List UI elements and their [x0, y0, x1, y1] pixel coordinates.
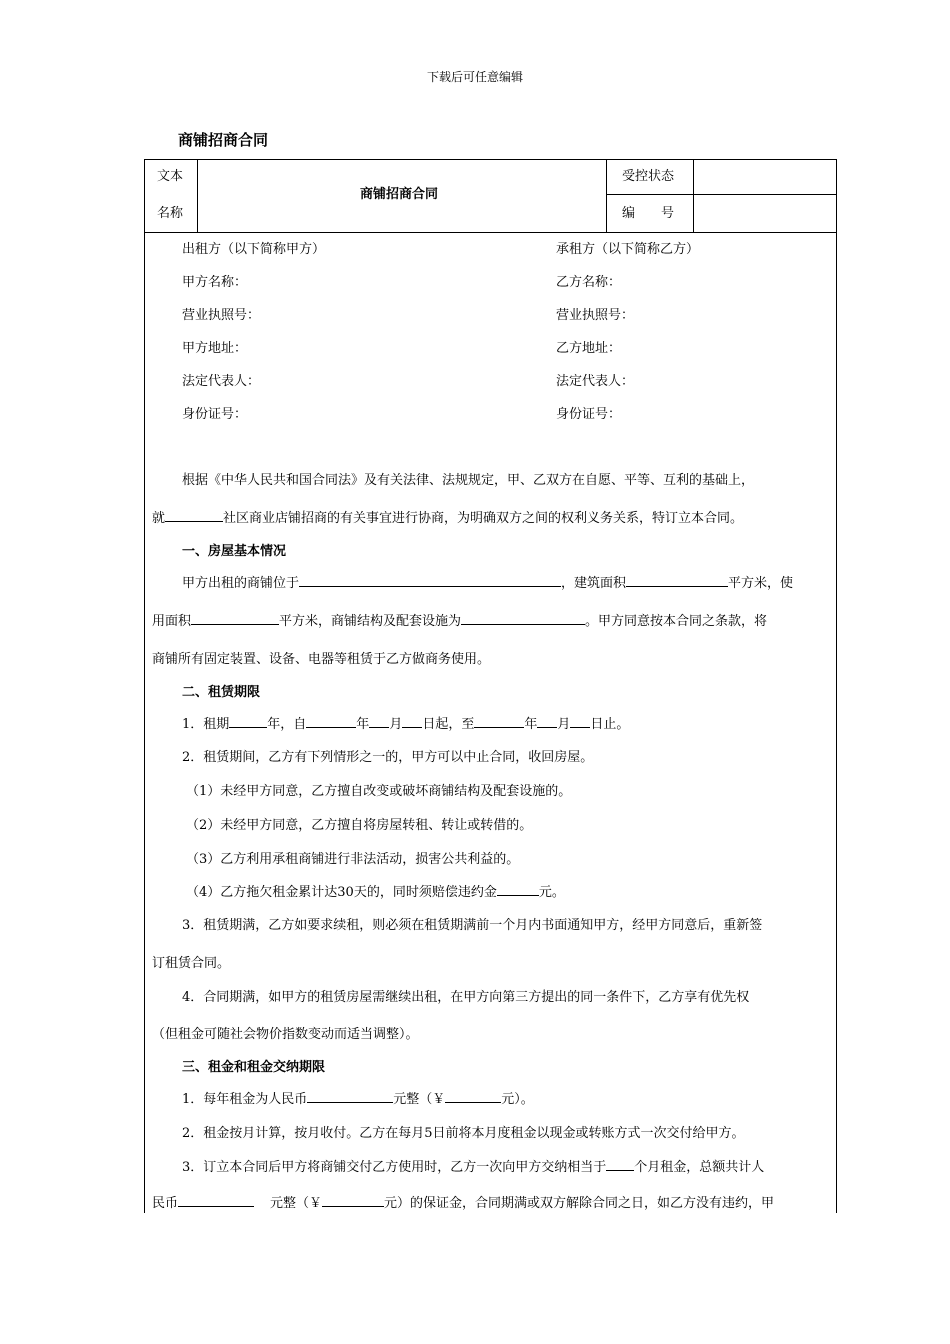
text: 个月租金，总额共计人	[634, 1160, 765, 1175]
sub-clause: （2）未经甲方同意，乙方擅自将房屋转租、转让或转借的。	[186, 818, 533, 833]
top-note: 下载后可任意编辑	[426, 70, 523, 84]
text: 年，自	[267, 717, 307, 732]
sub-clause: （1）未经甲方同意，乙方擅自改变或破坏商铺结构及配套设施的。	[186, 784, 572, 799]
name-label: 文本	[157, 169, 184, 184]
lessee-address-field: 乙方地址：	[556, 341, 622, 356]
text: 元。	[538, 885, 565, 900]
clause: 2．租金按月计算，按月收付。乙方在每月5日前将本月度租金以现金或转账方式一次交付给甲方。	[182, 1126, 745, 1141]
table-divider	[144, 232, 836, 233]
text: ，建筑面积	[561, 576, 627, 591]
name-label: 名称	[157, 206, 184, 221]
text: 1．租期	[182, 717, 230, 732]
blank-field	[497, 883, 539, 896]
text: 平方米，商铺结构及配套设施为	[279, 614, 462, 629]
blank-field	[461, 612, 585, 625]
text: 民币	[152, 1196, 179, 1211]
clause: 2．租赁期间，乙方有下列情形之一的，甲方可以中止合同，收回房屋。	[182, 750, 594, 765]
blank-field	[402, 715, 422, 728]
clause-cont	[152, 1192, 774, 1211]
lessor-rep-field: 法定代表人：	[182, 374, 261, 389]
text: 就	[152, 511, 166, 526]
lessee-heading: 承租方（以下简称乙方）	[556, 242, 700, 257]
section-heading-2: 二、租赁期限	[182, 685, 261, 700]
text: 年	[356, 717, 370, 732]
document-name-value: 商铺招商合同	[360, 187, 439, 202]
table-divider	[606, 159, 607, 232]
clause	[182, 1156, 764, 1175]
table-divider	[197, 159, 198, 232]
lessor-heading: 出租方（以下简称甲方）	[182, 242, 326, 257]
lessee-id-field: 身份证号：	[556, 407, 622, 422]
blank-field	[165, 509, 223, 522]
text: 元）的保证金，合同期满或双方解除合同之日，如乙方没有违约，甲	[384, 1196, 775, 1211]
clause: 3．租赁期满，乙方如要求续租，则必须在租赁期满前一个月内书面通知甲方，经甲方同意后，重新签	[182, 918, 763, 933]
blank-field	[322, 1194, 384, 1207]
text: 日起，至	[422, 717, 475, 732]
blank-field	[306, 715, 356, 728]
text: 日止。	[590, 717, 630, 732]
text: 元）。	[501, 1092, 534, 1107]
text: 1．每年租金为人民币	[182, 1092, 308, 1107]
document-number-label: 编 号	[622, 206, 675, 221]
blank-field	[570, 715, 590, 728]
control-status-label: 受控状态	[622, 169, 675, 184]
text: 甲方出租的商铺位于	[182, 576, 300, 591]
lessor-license-field: 营业执照号：	[182, 308, 261, 323]
text: 年	[524, 717, 538, 732]
lease-term-line	[182, 713, 629, 732]
lessee-name-field: 乙方名称：	[556, 275, 622, 290]
text: 月	[557, 717, 571, 732]
clause: 4．合同期满，如甲方的租赁房屋需继续出租，在甲方向第三方提出的同一条件下，乙方享有优先权	[182, 990, 750, 1005]
blank-field	[626, 574, 728, 587]
table-divider	[606, 194, 836, 195]
lessor-address-field: 甲方地址：	[182, 341, 248, 356]
blank-field	[299, 574, 561, 587]
section-heading-3: 三、租金和租金交纳期限	[182, 1060, 326, 1075]
sub-clause	[186, 881, 565, 900]
blank-field	[369, 715, 389, 728]
lessee-license-field: 营业执照号：	[556, 308, 635, 323]
lessee-rep-field: 法定代表人：	[556, 374, 635, 389]
section1-line	[182, 572, 793, 591]
section-heading-1: 一、房屋基本情况	[182, 544, 287, 559]
clause-cont: 订租赁合同。	[152, 956, 231, 971]
blank-field	[474, 715, 524, 728]
lessor-id-field: 身份证号：	[182, 407, 248, 422]
text: 元整（￥	[393, 1092, 446, 1107]
clause-cont: （但租金可随社会物价指数变动而适当调整）。	[152, 1027, 419, 1042]
intro-paragraph-cont	[152, 507, 743, 526]
blank-field	[307, 1090, 393, 1103]
sub-clause: （3）乙方利用承租商铺进行非法活动，损害公共利益的。	[186, 852, 520, 867]
clause	[182, 1088, 534, 1107]
section1-line	[152, 610, 767, 629]
blank-field	[606, 1158, 634, 1171]
text: 3．订立本合同后甲方将商铺交付乙方使用时，乙方一次向甲方交纳相当于	[182, 1160, 607, 1175]
text: 用面积	[152, 614, 192, 629]
lessor-name-field: 甲方名称：	[182, 275, 248, 290]
blank-field	[445, 1090, 501, 1103]
text: 社区商业店铺招商的有关事宜进行协商，为明确双方之间的权利义务关系，特订立本合同。	[223, 511, 744, 526]
text: 。甲方同意按本合同之条款，将	[585, 614, 768, 629]
section1-line: 商铺所有固定装置、设备、电器等租赁于乙方做商务使用。	[152, 652, 491, 667]
table-divider	[693, 159, 694, 232]
blank-field	[537, 715, 557, 728]
blank-field	[178, 1194, 254, 1207]
text: 元整（￥	[270, 1196, 323, 1211]
document-title: 商铺招商合同	[178, 131, 269, 149]
intro-paragraph: 根据《中华人民共和国合同法》及有关法律、法规规定，甲、乙双方在自愿、平等、互利的基础上，	[182, 473, 755, 488]
text: （4）乙方拖欠租金累计达30天的，同时须赔偿违约金	[186, 885, 497, 900]
blank-field	[229, 715, 267, 728]
blank-field	[191, 612, 279, 625]
text: 平方米，使	[728, 576, 794, 591]
text: 月	[389, 717, 403, 732]
